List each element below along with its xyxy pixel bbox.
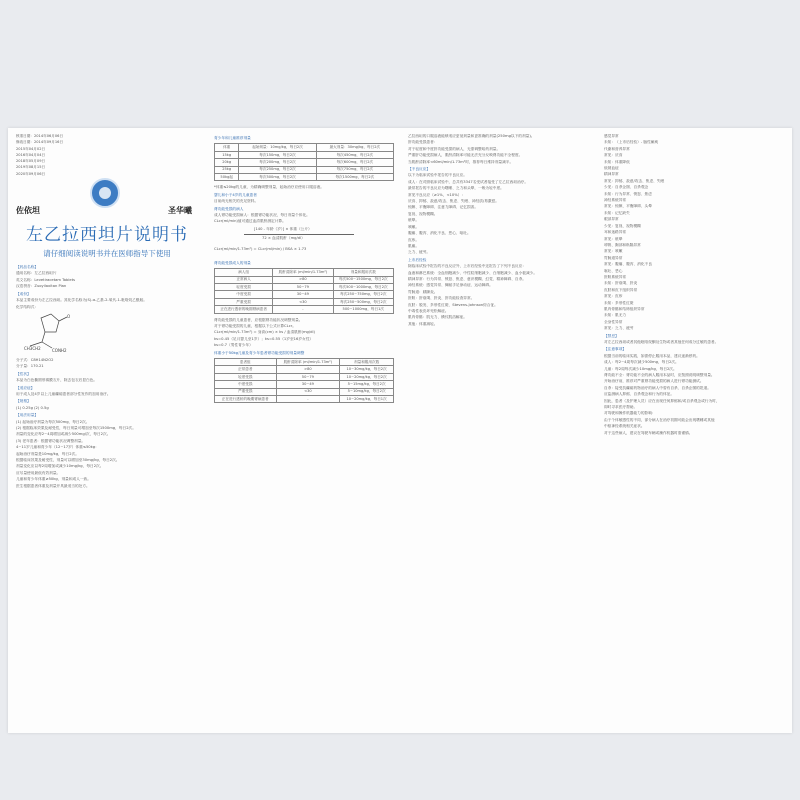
table-header: 肌酐清除率 (ml/min/1.73m²): [273, 269, 333, 276]
eq-fraction-line: [244, 234, 354, 235]
company-logo-icon: [90, 178, 120, 208]
table-cell: 严重受损: [215, 388, 277, 395]
table-header: 肌酐清除率 (ml/min/1.73m²): [276, 358, 340, 365]
text-line: 对于轻度和中度肝功能受损的病人，无需调整给药剂量。: [408, 146, 501, 151]
dosage-table-renal-child: [214, 358, 394, 403]
table-cell: 10~20mg/kg，每日2次: [340, 373, 394, 380]
section-heading: 【成份】: [16, 291, 31, 296]
text-line: *体重≤20kg的儿童，为精确调整剂量，起始治疗应使用口服溶液。: [214, 185, 324, 190]
text-line: 最常报告的不良反应为嗜睡、乏力和头晕，一般为轻中度。: [408, 186, 504, 191]
brand-name-left: 佐依坦: [16, 206, 40, 216]
text-line: 肝功能受损患者：: [408, 140, 438, 145]
adverse-list: [604, 134, 786, 332]
clcr-equation: [214, 227, 394, 259]
table-cell: 每次1500mg，每日2次: [316, 173, 393, 180]
text-line: 应尽量使用最低有效剂量。: [16, 470, 61, 475]
text-line: 精神异常：行为异常、愤怒、焦虑、意识模糊、幻觉、精神障碍、自杀。: [408, 276, 526, 281]
adverse-lines: [408, 173, 594, 255]
text-line: 起始治疗剂量是10mg/kg，每日2次。: [16, 451, 79, 456]
table-cell: 正常病人: [215, 276, 273, 283]
leaflet-subtitle: 请仔细阅读说明书并在医师指导下使用: [43, 249, 171, 259]
text-line: 根据临床效果及耐受性，剂量可以增加至30mg/kg，每日2次。: [16, 458, 120, 463]
text-line: 儿童：每2周每次减少10mg/kg，每日2次。: [604, 366, 677, 371]
text-line: 常见：腹痛、腹泻、消化不良: [604, 262, 652, 267]
text-line: 血液和淋巴系统：全血细胞减少、中性粒细胞减少、白细胞减少、血小板减少。: [408, 270, 538, 275]
table-cell: 5~15mg/kg，每日2次: [340, 381, 394, 388]
text-line: 乙拉西坦的口服溶液能够适应更低剂量和更准确的剂量(250mg以下的剂量)。: [408, 134, 535, 138]
text-line: 常见：惊厥、平衡障碍、头晕: [604, 204, 652, 209]
column-4: [604, 134, 786, 729]
table-row: [215, 298, 394, 305]
eq-note: CLcr(ml/min/1.73m²) = CLcr(ml/min) / BSA × 1.73: [214, 246, 307, 251]
formula-line: 分子式：C8H14N2O2: [16, 357, 54, 362]
table-cell: 30~49: [276, 381, 340, 388]
table-cell: 每次450mg，每日2次: [316, 151, 393, 158]
table-row: [215, 388, 394, 395]
text-line: 胃肠道异常: [604, 255, 623, 260]
table-row: [215, 276, 394, 283]
table-row: [215, 395, 394, 402]
table-cell: 500~1000mg，每日1次: [333, 306, 393, 313]
text-line: 未知：体重降低: [604, 159, 630, 164]
postmarketing-lines: [408, 264, 594, 327]
text-line: 当肌酐清除率<60ml/min/1.73m²时，推荐每日维持剂量减半。: [408, 159, 514, 164]
section-list: [16, 265, 198, 310]
table-cell: 正常患者: [215, 366, 277, 373]
text-line: 中枢神经系统相关症状。: [604, 424, 645, 429]
approval-date: 2020年09月06日: [16, 171, 46, 176]
text-line: 中毒性表皮坏死松解症。: [408, 308, 449, 313]
svg-text:CH3CH2: CH3CH2: [24, 345, 41, 351]
section-adverse: 【不良反应】: [408, 167, 431, 172]
table-cell: <30: [273, 298, 333, 305]
text-line: 未知：多形性红斑: [604, 300, 634, 305]
text-line: 通用名称：左乙拉西坦片: [16, 271, 57, 276]
text-line: 对左乙拉西坦或者其他吡咯烷酮衍生物或者其他任何成分过敏的患者。: [604, 340, 719, 344]
text-line: 全身性异常: [604, 319, 623, 324]
table-cell: 20kg: [215, 159, 239, 166]
text-line: 4~11岁儿童和青少年（12~17岁）体重≤50kg：: [16, 445, 99, 450]
table-cell: 每次500mg，每日2次: [239, 173, 316, 180]
table-cell: 正在进行透析的晚期肾病患者: [215, 306, 273, 313]
approval-date: 2018年05月09日: [16, 159, 46, 164]
approval-date: 2015年04月02日: [16, 146, 46, 151]
table-cell: 50~79: [273, 283, 333, 290]
text-line: 胃肠道：胰腺炎。: [408, 289, 438, 294]
table-header: 患者组: [215, 358, 277, 365]
text-line: 感觉异常: [604, 134, 619, 138]
hepatic-lines: [408, 134, 594, 165]
table-cell: 50~79: [276, 373, 340, 380]
table-cell: >80: [273, 276, 333, 283]
text-line: (2) 根据临床效果及耐受性，每日剂量可增加至每次1500mg，每日2次。: [16, 425, 136, 430]
table-cell: 中度受损: [215, 381, 277, 388]
table1-caption: 青少年和儿童推荐剂量: [214, 136, 251, 140]
text-line: 成人：每2~4周每次减少500mg，每日2次。: [604, 360, 679, 365]
table-row: [215, 366, 394, 373]
table-cell: 轻度受损: [215, 283, 273, 290]
column-2: [214, 134, 394, 729]
text-line: (1) 0.25g (2) 0.5g: [16, 405, 49, 410]
table-row: [215, 291, 394, 298]
text-line: 儿童和青少年体重≥50kg，剂量和成人一致。: [16, 477, 91, 482]
leaflet-sheet: [8, 128, 792, 733]
table-header: 最大剂量：30mg/kg，每日2次: [316, 144, 393, 151]
table-header: 起始剂量：10mg/kg，每日2次: [239, 144, 316, 151]
text-line: 即时寻求医疗帮助。: [604, 405, 638, 410]
text-line: 少见：复视、视物模糊: [604, 223, 641, 228]
text-line: 未知：记忆缺失: [604, 210, 630, 215]
renal-child-lines: [214, 318, 394, 349]
table-row: [215, 306, 394, 313]
infant-lines: [214, 199, 394, 204]
text-line: 未知：肝衰竭、肝炎: [604, 281, 638, 286]
table-header: 体重: [215, 144, 239, 151]
text-line: 代谢和营养异常: [604, 146, 630, 151]
text-line: 常见：皮疹: [604, 294, 623, 299]
approval-dates: [16, 134, 198, 177]
text-line: 肌肉骨骼：肌无力、横纹肌溶解症。: [408, 315, 467, 320]
leaflet-title: 左乙拉西坦片说明书: [26, 225, 188, 246]
table-row: [215, 173, 394, 180]
text-line: (3) 老年患者：根据肾功能状况调整剂量。: [16, 438, 86, 443]
text-line: 常见：厌食: [604, 153, 623, 158]
text-line: (1) 起始治疗剂量为每次500mg，每日2次。: [16, 419, 90, 424]
text-line: 常见：咳嗽: [604, 249, 623, 254]
text-line: 应监测病人抑郁、自杀观念和行为的体征。: [604, 392, 675, 397]
table-cell: 50kg起: [215, 173, 239, 180]
text-line: 腹痛、腹泻、消化不良、恶心、呕吐。: [408, 231, 471, 236]
text-line: 成人肾功能受损病人：根据肾功能状况，每日剂量个体化。: [214, 212, 310, 217]
text-line: 本品主要成份为左乙拉西坦。其化学名称为(S)-α-乙基-2-氧代-1-吡咯烷乙酰胺。: [16, 298, 147, 303]
formula-text: [16, 358, 198, 370]
text-line: ks=0.45（足月婴儿至1岁）；ks=0.55（1岁至16岁女性）: [214, 336, 314, 341]
section-precautions: 【注意事项】: [604, 347, 627, 352]
text-line: 眩晕。: [408, 218, 420, 223]
text-line: 低钠血症: [604, 166, 619, 171]
approval-date: 修改日期：2014年09月16日: [16, 140, 64, 145]
text-line: 本品为白色椭圆形薄膜衣片，除去包衣后显白色。: [16, 378, 98, 383]
table-cell: 每次600mg，每日2次: [316, 159, 393, 166]
text-line: 神经系统：感觉异常、舞蹈手足徐动症、运动障碍。: [408, 283, 493, 288]
column-1: [16, 134, 198, 729]
text-line: 肌痛。: [408, 243, 420, 248]
text-line: 神经系统异常: [604, 198, 627, 203]
text-line: 对于肾功能受损的儿童，根据以下公式计算CLcr。: [214, 323, 296, 328]
table-cell: 每次150mg，每日2次: [239, 151, 316, 158]
text-line: 少见：自杀企图、自杀观念: [604, 185, 649, 190]
text-line: CLcr(ml/min/1.73m²) = 身高(cm) × ks / 血清肌酐(mg/dl): [214, 330, 315, 335]
dosage-table-children: [214, 143, 394, 181]
section-postmarketing: 上市后经验: [408, 257, 427, 262]
text-line: CLcr(ml/min)值可通过血清肌酐测定计算。: [214, 219, 286, 224]
column-3: [408, 134, 594, 729]
section-heading: 【药品名称】: [16, 265, 39, 270]
table-cell: 中度受损: [215, 291, 273, 298]
text-line: 肾功能受损的儿童患者，应根据肾功能状况调整剂量。: [214, 317, 303, 322]
section-heading: 【性状】: [16, 371, 31, 376]
text-line: 用于成人及4岁以上儿童癫痫患者部分性发作的加用治疗。: [16, 391, 111, 396]
text-line: 剂量变化应以每2周增加或减少10mg/kg，每日2次。: [16, 464, 104, 469]
text-line: 肾功能不全：肾功能不全的病人服用本品时，应按照说明调整剂量。: [604, 373, 715, 378]
table-row: [215, 373, 394, 380]
table-cell: 每次500~1000mg，每日2次: [333, 283, 393, 290]
text-line: 肝胆：肝衰竭、肝炎、肝功能检查异常。: [408, 296, 475, 301]
section-renal: 肾功能受损的病人: [214, 206, 244, 211]
svg-text:CONH2: CONH2: [52, 347, 67, 353]
text-line: 因此，患者（及护理人员）应在出现任何抑郁和/或自杀观念或行为时，: [604, 398, 720, 403]
table-row: [215, 159, 394, 166]
text-line: 严重肝功能受损病人，肌酐清除率可能无法充分反映肾功能不全程度。: [408, 153, 523, 158]
text-line: 化学结构式：: [16, 304, 39, 309]
section-infants: 婴儿和小于4岁的儿童患者: [214, 192, 257, 197]
eq-denominator: 72 × 血清肌酐（mg/dl）: [262, 235, 305, 240]
chemical-structure-icon: [16, 312, 198, 356]
section-renal-child: 体重小于50kg儿童及青少年患者肾功能受损的剂量调整: [214, 350, 305, 355]
table-header: 剂量和服用次数: [340, 358, 394, 365]
text-line: 英文名称：Levetiracetam Tablets: [16, 277, 76, 282]
text-line: 剂量的变化应每2~4周增加或减少500mg/次，每日2次。: [16, 432, 111, 437]
table-cell: >80: [276, 366, 340, 373]
text-line: 厌食、抑郁、敌意/攻击、焦虑、失眠、神经质/易激惹。: [408, 199, 499, 204]
text-line: 呕吐、恶心: [604, 268, 623, 273]
text-line: 根据当前的临床实践，如需停止服用本品，建议逐渐停药。: [604, 353, 700, 358]
text-line: 复视、视物模糊。: [408, 211, 438, 216]
dosage-table-renal-adult: [214, 268, 394, 313]
svg-text:O: O: [67, 313, 71, 319]
renal-lines: [214, 213, 394, 225]
table-cell: 25kg: [215, 166, 239, 173]
text-line: 肌肉骨骼和结缔组织异常: [604, 306, 645, 311]
table-cell: 轻度受损: [215, 373, 277, 380]
table-cell: <30: [276, 388, 340, 395]
contraindication-lines: [604, 340, 786, 345]
text-line: 咳嗽。: [408, 224, 420, 229]
table-cell: 每次250~500mg，每日2次: [333, 298, 393, 305]
table-row: [215, 166, 394, 173]
table-header: 病人组: [215, 269, 273, 276]
text-line: 汉语拼音：Zuoyilaxitan Pian: [16, 284, 67, 289]
text-line: 肝胆系统异常: [604, 274, 627, 279]
precaution-lines: [604, 354, 786, 436]
table-cell: -: [276, 395, 340, 402]
brand-row: [16, 178, 198, 218]
table-cell: 每次750mg，每日2次: [316, 166, 393, 173]
text-line: 由于个体敏感性的不同，部分病人在治疗初期可能会出现嗜睡或其他: [604, 417, 715, 422]
brand-name-right: 圣华曦: [168, 206, 192, 216]
approval-date: 2016年04月04日: [16, 152, 46, 157]
text-line: 开始治疗前，推荐对严重肾功能受损的病人进行肾功能测试。: [604, 379, 704, 384]
text-line: 常见：眩晕: [604, 236, 623, 241]
text-line: 除临床试验中报告的不良反应外，上市后经验中还报告了下列不良反应：: [408, 264, 526, 269]
section-heading: 【规格】: [16, 399, 31, 404]
formula-line: 分子量：170.21: [16, 364, 44, 369]
text-line: 成人：在对照临床试验中，总共有3347名受试者接受了左乙拉西坦治疗。: [408, 179, 529, 184]
section-heading: 【适应症】: [16, 385, 35, 390]
approval-date: 核准日期：2014年06月06日: [16, 134, 64, 138]
text-line: 常见：乏力、疲劳: [604, 326, 634, 331]
table-row: [215, 151, 394, 158]
section-contraindications: 【禁忌】: [604, 333, 619, 338]
text-line: 乏力、疲劳。: [408, 250, 431, 255]
text-line: 呼吸、胸部和纵隔异常: [604, 242, 641, 247]
text-line: 未知：肌无力: [604, 313, 627, 318]
text-line: 自杀：接受抗癫痫药物治疗的病人中曾有自杀、自杀企图的报道。: [604, 385, 711, 390]
table-cell: 5~10mg/kg，每日2次: [340, 388, 394, 395]
text-line: 其他：体重减轻。: [408, 321, 438, 326]
text-line: 医生根据患者体重及剂量开具最适当的处方。: [16, 483, 90, 488]
table-cell: 30~49: [273, 291, 333, 298]
table-cell: 严重受损: [215, 298, 273, 305]
table-row: [215, 283, 394, 290]
text-line: 耳和迷路异常: [604, 230, 627, 235]
text-line: 对驾驶和操作机器能力的影响：: [604, 411, 656, 416]
table-cell: 15kg: [215, 151, 239, 158]
section-heading: 【用法用量】: [16, 413, 39, 418]
text-line: 未知：行为异常、愤怒、焦虑: [604, 191, 652, 196]
table-cell: 每次250~750mg，每日2次: [333, 291, 393, 298]
section-renal-adult: 肾功能受损成人的剂量: [214, 260, 251, 265]
table-cell: 每次200mg，每日2次: [239, 159, 316, 166]
text-line: 常见不良反应（≥1%，<10%）：: [408, 192, 466, 197]
section-list-2: [16, 372, 198, 489]
table-cell: 每次500~1500mg，每日2次: [333, 276, 393, 283]
text-line: 惊厥、平衡障碍、注意力障碍、记忆损害。: [408, 205, 479, 210]
text-line: 常见：抑郁、敌意/攻击、焦虑、失眠: [604, 178, 665, 183]
text-line: 皮肤和皮下组织异常: [604, 287, 638, 292]
approval-date: 2019年08月15日: [16, 165, 46, 170]
table-row: [215, 381, 394, 388]
text-line: 皮疹。: [408, 237, 420, 242]
table-header: 剂量和服用次数: [333, 269, 393, 276]
text-line: 以下为临床试验中报告的不良反应。: [408, 173, 467, 178]
note-lines: [214, 185, 394, 190]
text-line: 未知：（上市后经验）- 脑性瘫痪: [604, 140, 659, 145]
table-cell: 10~30mg/kg，每日2次: [340, 366, 394, 373]
eq-numerator: [140 - 年龄（岁）] × 体重（公斤）: [254, 226, 312, 231]
text-line: 眼部异常: [604, 217, 619, 222]
text-line: 皮肤：脱发、多形性红斑、Stevens-Johnson综合征。: [408, 302, 498, 307]
text-line: 目前尚无相关的充足资料。: [214, 199, 259, 204]
table-cell: -: [273, 306, 333, 313]
text-line: 对于这些病人，建议在驾驶车辆或操作机器时需谨慎。: [604, 430, 693, 435]
text-line: ks=0.7（男性青少年）: [214, 343, 253, 348]
table-cell: 每次250mg，每日2次: [239, 166, 316, 173]
text-line: 精神异常: [604, 172, 619, 177]
table-cell: 10~20mg/kg，每日1次: [340, 395, 394, 402]
table-cell: 正在进行透析的晚期肾病患者: [215, 395, 277, 402]
